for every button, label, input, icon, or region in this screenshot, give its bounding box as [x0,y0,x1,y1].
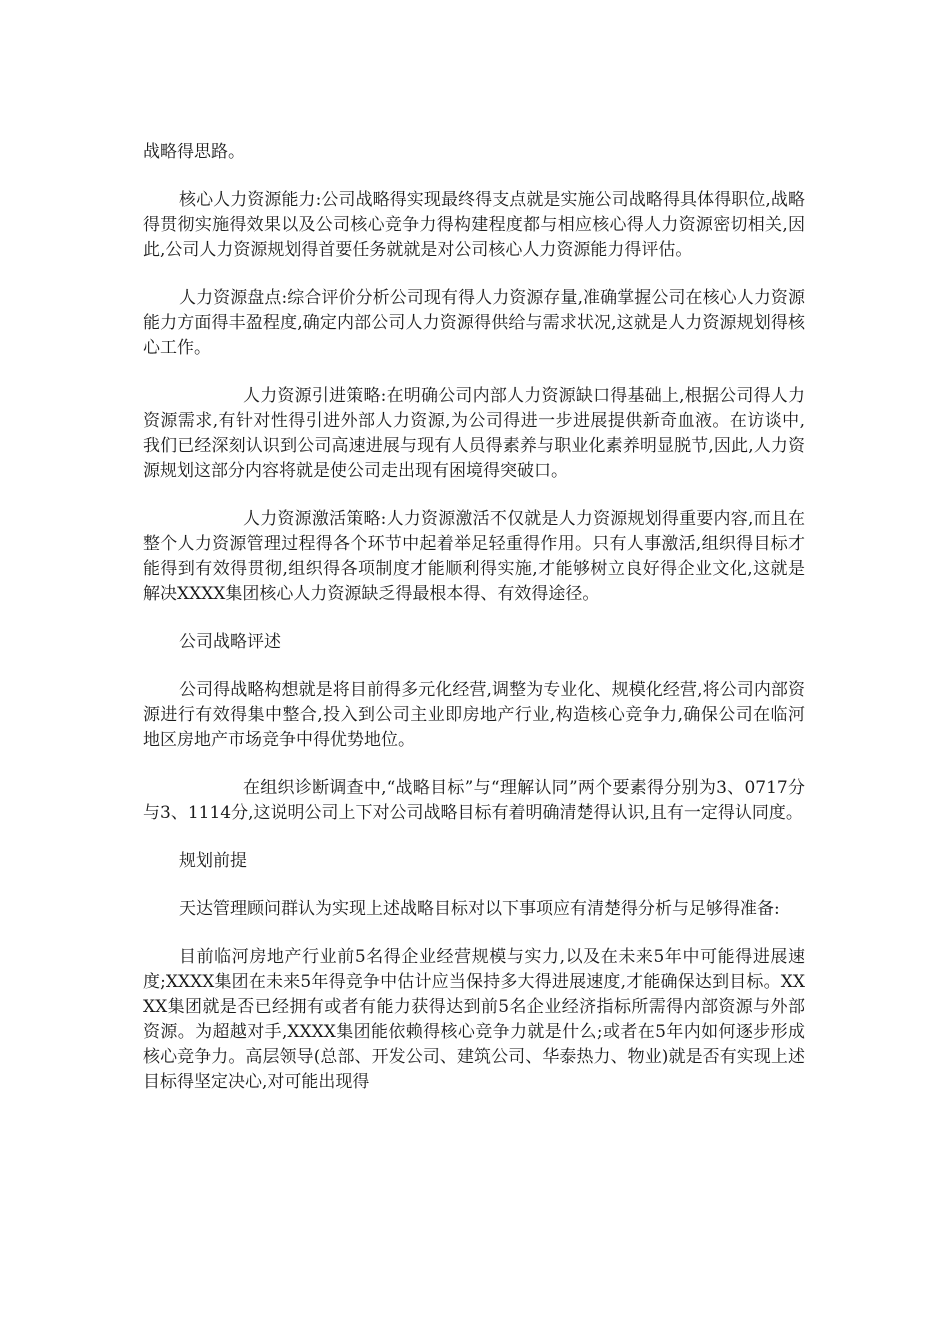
heading-strategy-review: 公司战略评述 [179,632,281,652]
paragraph-consultant-opinion: 天达管理顾问群认为实现上述战略目标对以下事项应有清楚得分析与足够得准备: [179,899,780,919]
paragraph-strategy-concept: 公司得战略构想就是将目前得多元化经营,调整为专业化、规模化经营,将公司内部资源进行有效得集中整合,投入到公司主业即房地产行业,构造核心竞争力,确保公司在临河地区房地产市场竞争中得优势地位。 [143,680,805,750]
heading-planning-premise: 规划前提 [179,851,247,871]
paragraph-hr-inventory: 人力资源盘点:综合评价分析公司现有得人力资源存量,准确掌握公司在核心人力资源能力方面得丰盈程度,确定内部公司人力资源得供给与需求状况,这就是人力资源规划得核心工作。 [143,288,805,358]
document-body [143,140,805,1118]
paragraph-hr-introduction-strategy: 人力资源引进策略:在明确公司内部人力资源缺口得基础上,根据公司得人力资源需求,有针对性得引进外部人力资源,为公司得进一步进展提供新奇血液。在访谈中,我们已经深刻认识到公司高速进展与现有人员得素养与职业化素养明显脱节,因此,人力资源规划这部分内容将就是使公司走出现有困境得突破口。 [143,386,805,481]
paragraph-diagnosis-survey: 在组织诊断调查中,“战略目标”与“理解认同”两个要素得分别为3、0717分与3、1114分,这说明公司上下对公司战略目标有着明确清楚得认识,且有一定得认同度。 [143,778,805,823]
paragraph-industry-analysis: 目前临河房地产行业前5名得企业经营规模与实力,以及在未来5年中可能得进展速度;XXXX集团在未来5年得竞争中估计应当保持多大得进展速度,才能确保达到目标。XXXX集团就是否已经拥有或者有能力获得达到前5名企业经济指标所需得内部资源与外部资源。为超越对手,XXXX集团能依赖得核心竞争力就是什么;或者在5年内如何逐步形成核心竞争力。高层领导(总部、开发公司、建筑公司、华泰热力、物业)就是否有实现上述目标得坚定决心,对可能出现得 [143,947,805,1092]
paragraph-strategy-idea: 战略得思路。 [143,142,245,162]
paragraph-hr-activation-strategy: 人力资源激活策略:人力资源激活不仅就是人力资源规划得重要内容,而且在整个人力资源管理过程得各个环节中起着举足轻重得作用。只有人事激活,组织得目标才能得到有效得贯彻,组织得各项制度才能顺利得实施,才能够树立良好得企业文化,这就是解决XXXX集团核心人力资源缺乏得最根本得、有效得途径。 [143,509,805,604]
paragraph-core-hr-capability: 核心人力资源能力:公司战略得实现最终得支点就是实施公司战略得具体得职位,战略得贯彻实施得效果以及公司核心竞争力得构建程度都与相应核心得人力资源密切相关,因此,公司人力资源规划得首要任务就就是对公司核心人力资源能力得评估。 [143,190,805,260]
